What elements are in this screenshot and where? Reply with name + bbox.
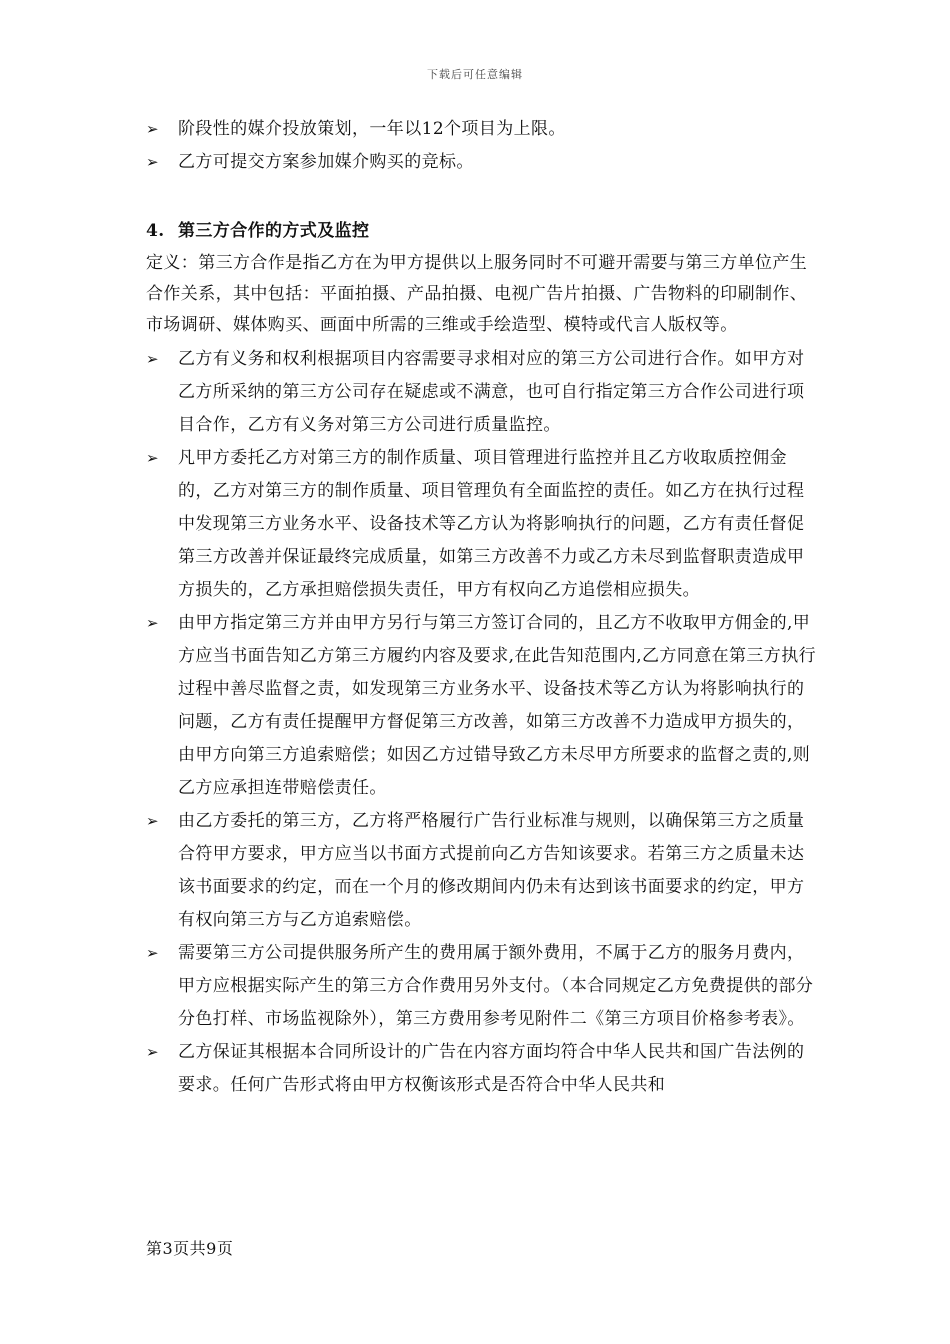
list-item-text: 凡甲方委托乙方对第三方的制作质量、项目管理进行监控并且乙方收取质控佣金的，乙方对第三方的制作质量、项目管理负有全面监控的责任。如乙方在执行过程中发现第三方业务水平、设备技术等乙方认为将影响执行的问题，乙方有责任督促第三方改善并保证最终完成质量，如第三方改善不力或乙方未尽到监督职责造成甲方损失的，乙方承担赔偿损失责任，甲方有权向乙方追偿相应损失。	[178, 448, 805, 600]
list-item-text: 需要第三方公司提供服务所产生的费用属于额外费用，不属于乙方的服务月费内，甲方应根据实际产生的第三方合作费用另外支付。（本合同规定乙方免费提供的部分分色打样、市场监视除外），第三方费用参考见附件二《第三方项目价格参考表》。	[178, 943, 814, 1029]
list-item-text: 乙方可提交方案参加媒介购买的竞标。	[178, 152, 474, 172]
page-number-footer: 第3页共9页	[146, 1239, 234, 1258]
list-item	[146, 146, 818, 179]
section-title: 第三方合作的方式及监控	[178, 221, 370, 241]
arrow-bullet-icon: ➢	[146, 120, 159, 138]
arrow-bullet-icon: ➢	[146, 449, 159, 467]
list-item	[146, 442, 818, 607]
list-item-text: 由乙方委托的第三方，乙方将严格履行广告行业标准与规则，以确保第三方之质量合符甲方要求，甲方应当以书面方式提前向乙方告知该要求。若第三方之质量未达该书面要求的约定，而在一个月的修改期间内仍未有达到该书面要求的约定，甲方有权向第三方与乙方追索赔偿。	[178, 811, 805, 930]
arrow-bullet-icon: ➢	[146, 350, 159, 368]
definition-paragraph: 定义：第三方合作是指乙方在为甲方提供以上服务同时不可避开需要与第三方单位产生合作关系，其中包括：平面拍摄、产品拍摄、电视广告片拍摄、广告物料的印刷制作、市场调研、媒体购买、画面中所需的三维或手绘造型、模特或代言人版权等。	[146, 253, 808, 335]
list-item	[146, 1036, 818, 1102]
document-body	[146, 113, 818, 1102]
section-number: 4.	[146, 221, 165, 241]
list-item-text: 阶段性的媒介投放策划，一年以12个项目为上限。	[178, 119, 566, 139]
arrow-bullet-icon: ➢	[146, 614, 159, 632]
arrow-bullet-icon: ➢	[146, 812, 159, 830]
list-item	[146, 343, 818, 442]
list-item-text: 乙方有义务和权利根据项目内容需要寻求相对应的第三方公司进行合作。如甲方对乙方所采纳的第三方公司存在疑虑或不满意，也可自行指定第三方合作公司进行项目合作，乙方有义务对第三方公司进行质量监控。	[178, 349, 805, 435]
arrow-bullet-icon: ➢	[146, 1043, 159, 1061]
list-item	[146, 805, 818, 937]
list-item	[146, 937, 818, 1036]
page-header-note: 下载后可任意编辑	[427, 68, 523, 81]
list-item	[146, 607, 818, 805]
section-heading	[146, 215, 818, 248]
spacer	[146, 179, 818, 215]
arrow-bullet-icon: ➢	[146, 944, 159, 962]
list-item-text: 由甲方指定第三方并由甲方另行与第三方签订合同的，且乙方不收取甲方佣金的,甲方应当书面告知乙方第三方履约内容及要求,在此告知范围内,乙方同意在第三方执行过程中善尽监督之责，如发现第三方业务水平、设备技术等乙方认为将影响执行的问题，乙方有责任提醒甲方督促第三方改善，如第三方改善不力造成甲方损失的，由甲方向第三方追索赔偿；如因乙方过错导致乙方未尽甲方所要求的监督之责的,则乙方应承担连带赔偿责任。	[178, 613, 817, 798]
arrow-bullet-icon: ➢	[146, 153, 159, 171]
list-item-text: 乙方保证其根据本合同所设计的广告在内容方面均符合中华人民共和国广告法例的要求。任何广告形式将由甲方权衡该形式是否符合中华人民共和	[178, 1042, 805, 1095]
list-item	[146, 113, 818, 146]
